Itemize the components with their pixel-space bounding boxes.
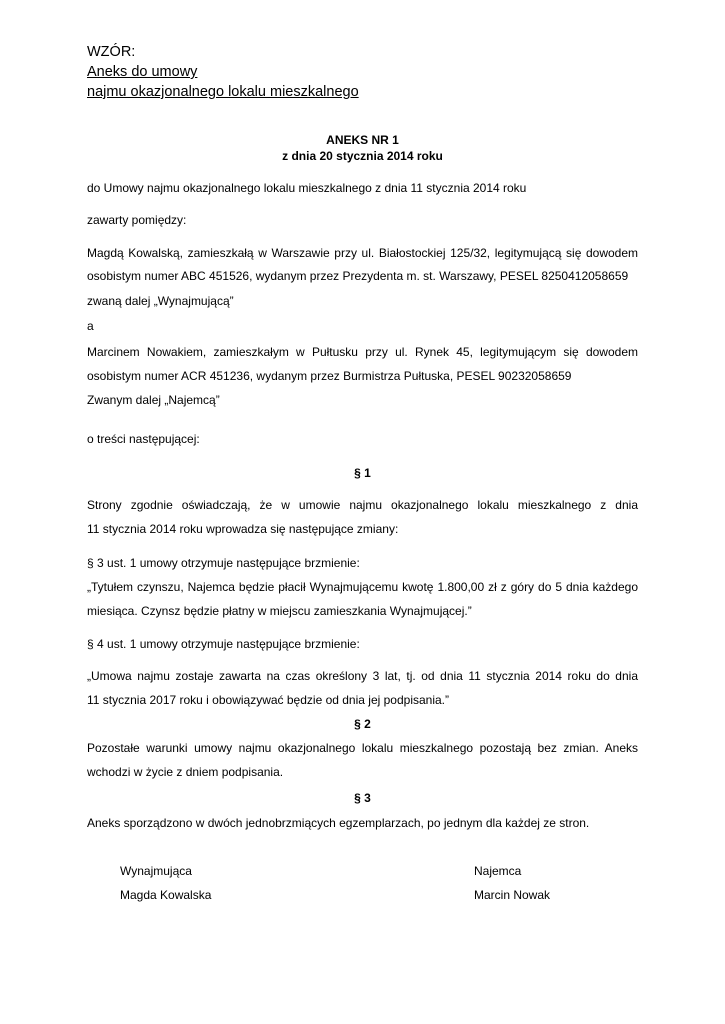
section2-heading: § 2 (354, 717, 371, 731)
signature-left-role: Wynajmująca (120, 864, 192, 878)
section1-p5-line-2: 11 stycznia 2017 roku i obowiązywać będzie od dnia jej podpisania.” (87, 693, 449, 707)
section1-p3-line-1: „Tytułem czynszu, Najemca będzie płacił Wynajmującemu kwotę 1.800,00 zł z góry do 5 dnia każdego (87, 580, 638, 594)
signature-right-role: Najemca (474, 864, 522, 878)
section2-line-2: wchodzi w życie z dniem podpisania. (87, 765, 284, 779)
template-header (87, 42, 359, 102)
annex-title: ANEKS NR 1 (326, 133, 399, 147)
content-intro: o treści następującej: (87, 432, 200, 446)
header-title-line-2: najmu okazjonalnego lokalu mieszkalnego (87, 84, 359, 100)
section1-p1-line-1: Strony zgodnie oświadczają, że w umowie najmu okazjonalnego lokalu mieszkalnego z dnia (87, 498, 638, 512)
party1-line-1: Magdą Kowalską, zamieszkałą w Warszawie przy ul. Białostockiej 125/32, legitymującą się dowodem (87, 246, 638, 260)
section1-p3-line-2: miesiąca. Czynsz będzie płatny w miejscu zamieszkania Wynajmującej.” (87, 604, 472, 618)
section1-p1-line-2: 11 stycznia 2014 roku wprowadza się następujące zmiany: (87, 522, 399, 536)
section1-heading: § 1 (354, 466, 371, 480)
party2-line-1: Marcinem Nowakiem, zamieszkałym w Pułtusku przy ul. Rynek 45, legitymującym się dowodem (87, 345, 638, 359)
signature-right-name: Marcin Nowak (474, 888, 551, 902)
section2-line-1: Pozostałe warunki umowy najmu okazjonalnego lokalu mieszkalnego pozostają bez zmian. Aneks (87, 741, 638, 755)
party1-line-2: osobistym numer ABC 451526, wydanym przez Prezydenta m. st. Warszawy, PESEL 8250412058659 (87, 269, 629, 283)
party2-line-3: Zwanym dalej „Najemcą” (87, 393, 220, 407)
signature-left-name: Magda Kowalska (120, 888, 212, 902)
header-label: WZÓR: (87, 44, 136, 60)
party2-line-2: osobistym numer ACR 451236, wydanym przez Burmistrza Pułtuska, PESEL 90232058659 (87, 369, 572, 383)
section1-p5-line-1: „Umowa najmu zostaje zawarta na czas określony 3 lat, tj. od dnia 11 stycznia 2014 roku do dnia (87, 669, 638, 683)
section3-line-1: Aneks sporządzono w dwóch jednobrzmiących egzemplarzach, po jednym dla każdej ze stron. (87, 816, 590, 830)
section3-heading: § 3 (354, 791, 371, 805)
and-text: a (87, 319, 94, 333)
intro-text: do Umowy najmu okazjonalnego lokalu mieszkalnego z dnia 11 stycznia 2014 roku (87, 181, 527, 195)
header-title-line-1: Aneks do umowy (87, 64, 198, 80)
section1-p2: § 3 ust. 1 umowy otrzymuje następujące brzmienie: (87, 556, 360, 570)
section1-p4: § 4 ust. 1 umowy otrzymuje następujące brzmienie: (87, 637, 360, 651)
party1-line-3: zwaną dalej „Wynajmującą” (87, 294, 234, 308)
annex-date: z dnia 20 stycznia 2014 roku (282, 149, 443, 163)
between-text: zawarty pomiędzy: (87, 213, 187, 227)
